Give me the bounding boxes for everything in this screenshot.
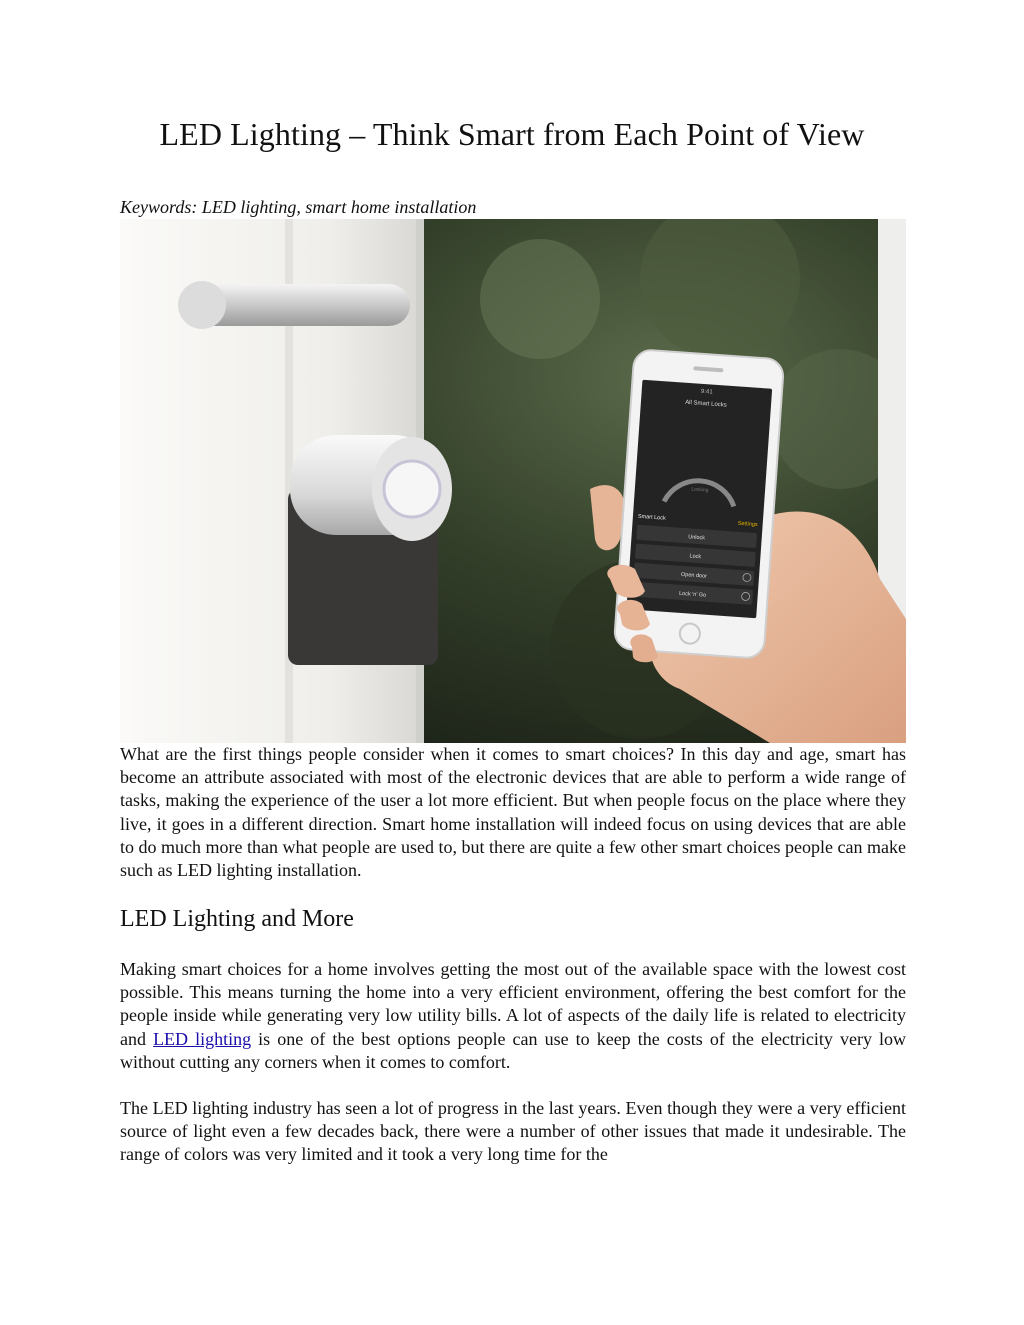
led-lighting-link[interactable]: LED lighting — [153, 1028, 252, 1049]
phone-gauge-label: Locking — [691, 486, 709, 494]
keywords-line: Keywords: LED lighting, smart home installation — [120, 197, 477, 217]
phone-status: 9:41 — [700, 388, 713, 396]
paragraph-text: Making smart choices for a home involves getting the most out of the available space with the lowest cost possible. This means turning the home into a very efficient environment, offering the best comfort for the people inside while generating very low utility bills. A lot of aspects of the daily life is related to electricity and — [120, 959, 906, 1049]
phone-settings-label: Settings — [737, 520, 758, 529]
document-title: LED Lighting – Think Smart from Each Point of View — [159, 116, 865, 152]
section-heading: LED Lighting and More — [120, 906, 354, 932]
paragraph-smart-choices — [120, 958, 906, 1074]
phone-button-lock: Lock — [689, 553, 702, 561]
paragraph-text: is one of the best options people can use to keep the costs of the electricity very low without cutting any corners when it comes to comfort. — [120, 1028, 907, 1072]
smart-lock-photo — [120, 219, 906, 743]
phone-button-lock-n-go: Lock 'n' Go — [678, 590, 707, 599]
phone-button-open-door: Open door — [680, 571, 708, 580]
phone-lock-label: Smart Lock — [637, 513, 666, 522]
phone-header: All Smart Locks — [684, 399, 727, 409]
phone-button-unlock: Unlock — [687, 534, 706, 542]
paragraph-intro: What are the first things people consider when it comes to smart choices? In this day and age, smart has become an attribute associated with most of the electronic devices that are able to perform a wide range of tasks, making the experience of the user a lot more efficient. But when people focus on the place where they live, it goes in a different direction. Smart home installation will indeed focus on using devices that are able to do much more than what people are used to, but there are quite a few other smart choices people can make such as LED lighting installation. — [120, 744, 906, 881]
paragraph-industry: The LED lighting industry has seen a lot of progress in the last years. Even though they were a very efficient source of light even a few decades back, there were a number of other issues that made it undesirable. The range of colors was very limited and it took a very long time for the — [120, 1098, 906, 1165]
